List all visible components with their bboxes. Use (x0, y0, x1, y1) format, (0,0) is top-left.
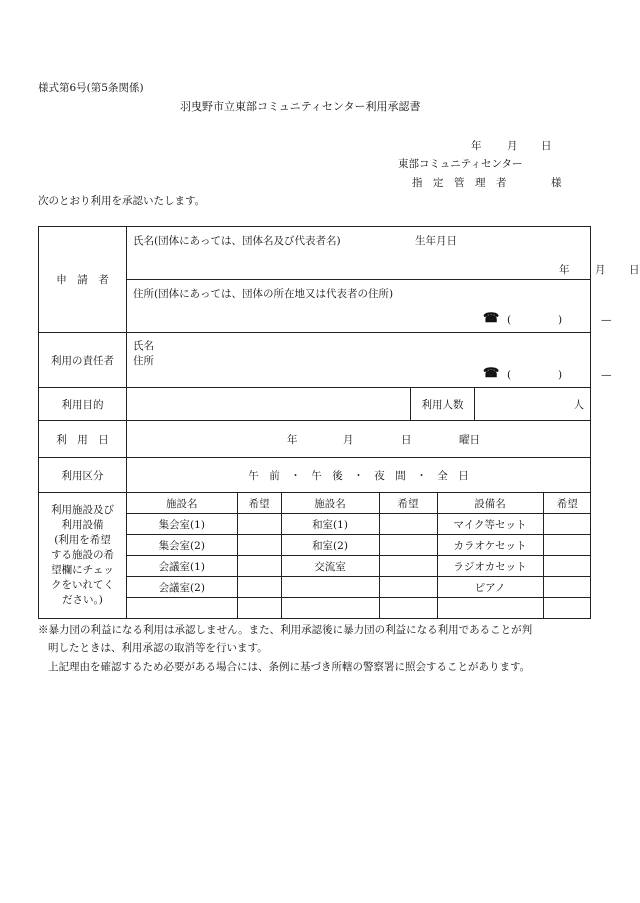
usage-date-label: 利 用 日 (56, 433, 109, 446)
facilities-label-line: 利用設備 (61, 519, 104, 531)
facility-name: 交流室 (281, 556, 379, 577)
usage-date-year: 年 (287, 434, 298, 446)
applicant-birth-day: 日 (629, 264, 640, 276)
equipment-name: マイク等セット (437, 514, 543, 535)
wish-checkbox[interactable] (237, 535, 281, 556)
responsible-info-cell[interactable] (127, 333, 612, 388)
responsible-name-label: 氏名 (133, 340, 154, 352)
usage-date-weekday: 曜日 (459, 434, 480, 446)
table-row (127, 556, 591, 577)
responsible-label-cell (39, 333, 127, 388)
wish-checkbox[interactable] (237, 556, 281, 577)
wish-checkbox[interactable] (543, 598, 591, 619)
wish-checkbox[interactable] (237, 598, 281, 619)
facility-name (281, 598, 379, 619)
usage-date-day: 日 (401, 434, 412, 446)
wish-header: 希望 (543, 493, 591, 514)
facility-name-header: 施設名 (281, 493, 379, 514)
facility-name: 和室(1) (281, 514, 379, 535)
applicant-name-label: 氏名(団体にあっては、団体名及び代表者名) (133, 235, 341, 247)
intro-text: 次のとおり利用を承認いたします。 (38, 195, 206, 207)
wish-checkbox[interactable] (379, 535, 437, 556)
table-row (127, 577, 591, 598)
wish-checkbox[interactable] (379, 556, 437, 577)
form-number: 様式第6号(第5条関係) (38, 82, 144, 94)
wish-checkbox[interactable] (379, 514, 437, 535)
usage-class-label-cell (39, 458, 127, 493)
addressee-manager: 指 定 管 理 者 (412, 177, 507, 189)
usage-class-options-cell[interactable] (127, 458, 591, 493)
count-unit: 人 (573, 398, 585, 411)
table-row (127, 598, 591, 619)
applicant-label: 申 請 者 (56, 274, 109, 286)
wish-checkbox[interactable] (237, 577, 281, 598)
note-line-3: 上記理由を確認するため必要がある場合には、条例に基づき所轄の警察署に照会することがあります。 (48, 661, 531, 673)
facility-name: 集会室(1) (127, 514, 237, 535)
wish-header: 希望 (237, 493, 281, 514)
facility-name-header: 施設名 (127, 493, 237, 514)
wish-checkbox[interactable] (237, 514, 281, 535)
document-title: 羽曳野市立東部コミュニティセンター利用承認書 (180, 100, 421, 113)
purpose-input-cell[interactable] (127, 388, 411, 421)
facilities-label-line: ださい。) (62, 594, 103, 606)
purpose-label: 利用目的 (61, 398, 104, 411)
note-line-1: ※暴力団の利益になる利用は承認しません。また、利用承認後に暴力団の利益になる利用であることが判 (38, 624, 533, 636)
responsible-address-label: 住所 (133, 355, 154, 367)
equipment-name-header: 設備名 (437, 493, 543, 514)
applicant-birth-year: 年 (559, 264, 570, 276)
equipment-name (437, 598, 543, 619)
telephone-icon: ☎ (483, 366, 500, 381)
date-year-label: 年 (471, 140, 482, 152)
responsible-tel-close: ) (558, 369, 563, 381)
facilities-table (127, 493, 591, 618)
usage-class-label: 利用区分 (61, 469, 104, 482)
telephone-icon: ☎ (483, 311, 500, 326)
usage-date-cell[interactable] (127, 421, 591, 458)
addressee-center: 東部コミュニティセンター (398, 158, 523, 170)
facility-name: 会議室(1) (127, 556, 237, 577)
date-month-label: 月 (507, 140, 518, 152)
equipment-name: ラジオカセット (437, 556, 543, 577)
applicant-name-cell[interactable] (127, 227, 640, 280)
facilities-label-line: する施設の希 (51, 549, 114, 561)
application-form-table (38, 226, 640, 619)
wish-checkbox[interactable] (543, 556, 591, 577)
facility-name (127, 598, 237, 619)
usage-date-label-cell (39, 421, 127, 458)
responsible-tel-open: ( (507, 369, 512, 381)
facility-name: 集会室(2) (127, 535, 237, 556)
applicant-address-cell[interactable] (127, 280, 612, 333)
responsible-tel-dash: — (601, 369, 612, 381)
facilities-label-line: 望欄にチェッ (51, 564, 114, 576)
applicant-birth-month: 月 (595, 264, 606, 276)
usage-date-month: 月 (343, 434, 354, 446)
applicant-tel-dash: — (601, 314, 612, 326)
equipment-name: ピアノ (437, 577, 543, 598)
applicant-address-label: 住所(団体にあっては、団体の所在地又は代表者の住所) (133, 288, 394, 300)
wish-checkbox[interactable] (543, 577, 591, 598)
equipment-name: カラオケセット (437, 535, 543, 556)
addressee-honorific: 様 (551, 177, 562, 189)
facilities-label-cell (39, 493, 127, 619)
applicant-birth-label: 生年月日 (415, 235, 457, 247)
facility-name: 会議室(2) (127, 577, 237, 598)
purpose-label-cell (39, 388, 127, 421)
count-input-cell[interactable] (475, 388, 591, 421)
wish-checkbox[interactable] (379, 577, 437, 598)
note-line-2: 明したときは、利用承認の取消等を行います。 (48, 642, 268, 654)
facilities-label-line: 利用施設及び (51, 504, 114, 516)
responsible-label: 利用の責任者 (51, 354, 114, 367)
wish-checkbox[interactable] (379, 598, 437, 619)
facilities-label-line: クをいれてく (51, 579, 114, 591)
count-label: 利用人数 (421, 398, 464, 411)
usage-class-options: 午 前 ・ 午 後 ・ 夜 間 ・ 全 日 (248, 469, 469, 482)
applicant-label-cell (39, 227, 127, 333)
facility-name (281, 577, 379, 598)
applicant-tel-open: ( (507, 314, 512, 326)
applicant-tel-close: ) (558, 314, 563, 326)
wish-checkbox[interactable] (543, 535, 591, 556)
facilities-label-line: (利用を希望 (54, 534, 111, 546)
count-label-cell (411, 388, 475, 421)
table-row (127, 535, 591, 556)
table-row (127, 514, 591, 535)
facilities-header-row (127, 493, 591, 514)
facilities-grid-cell (127, 493, 591, 619)
wish-checkbox[interactable] (543, 514, 591, 535)
facility-name: 和室(2) (281, 535, 379, 556)
date-day-label: 日 (541, 140, 552, 152)
wish-header: 希望 (379, 493, 437, 514)
